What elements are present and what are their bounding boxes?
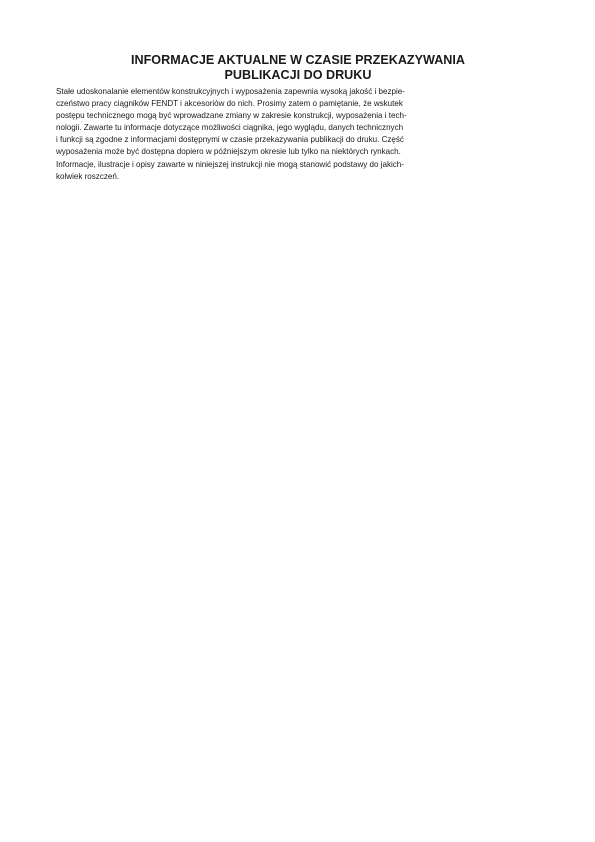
document-title-line: PUBLIKACJI DO DRUKU	[224, 68, 372, 82]
document-title	[56, 53, 540, 83]
paragraph-line: Stałe udoskonalanie elementów konstrukcyjnych i wyposażenia zapewnia wysoką jakość i bezpie-	[56, 87, 405, 96]
document-paragraph	[56, 86, 546, 183]
paragraph-line: nologii. Zawarte tu informacje dotyczące możliwości ciągnika, jego wyglądu, danych technicznych	[56, 123, 404, 133]
document-title-line: INFORMACJE AKTUALNE W CZASIE PRZEKAZYWANIA	[131, 53, 465, 67]
paragraph-line: wyposażenia może być dostępna dopiero w późniejszym okresie lub tylko na niektórych rynkach.	[56, 147, 401, 157]
paragraph-line: czeństwo pracy ciągników FENDT i akcesoriów do nich. Prosimy zatem o pamiętanie, że wskutek	[56, 99, 403, 109]
paragraph-line: Informacje, ilustracje i opisy zawarte w niniejszej instrukcji nie mogą stanowić podstawy do jakich-	[56, 159, 404, 169]
paragraph-line: i funkcji są zgodne z informacjami dostępnymi w czasie przekazywania publikacji do druku. Część	[56, 135, 404, 145]
paragraph-line: kolwiek roszczeń.	[56, 171, 120, 181]
paragraph-line: postępu technicznego mogą być wprowadzane zmiany w zakresie konstrukcji, wyposażenia i tech-	[56, 111, 407, 121]
